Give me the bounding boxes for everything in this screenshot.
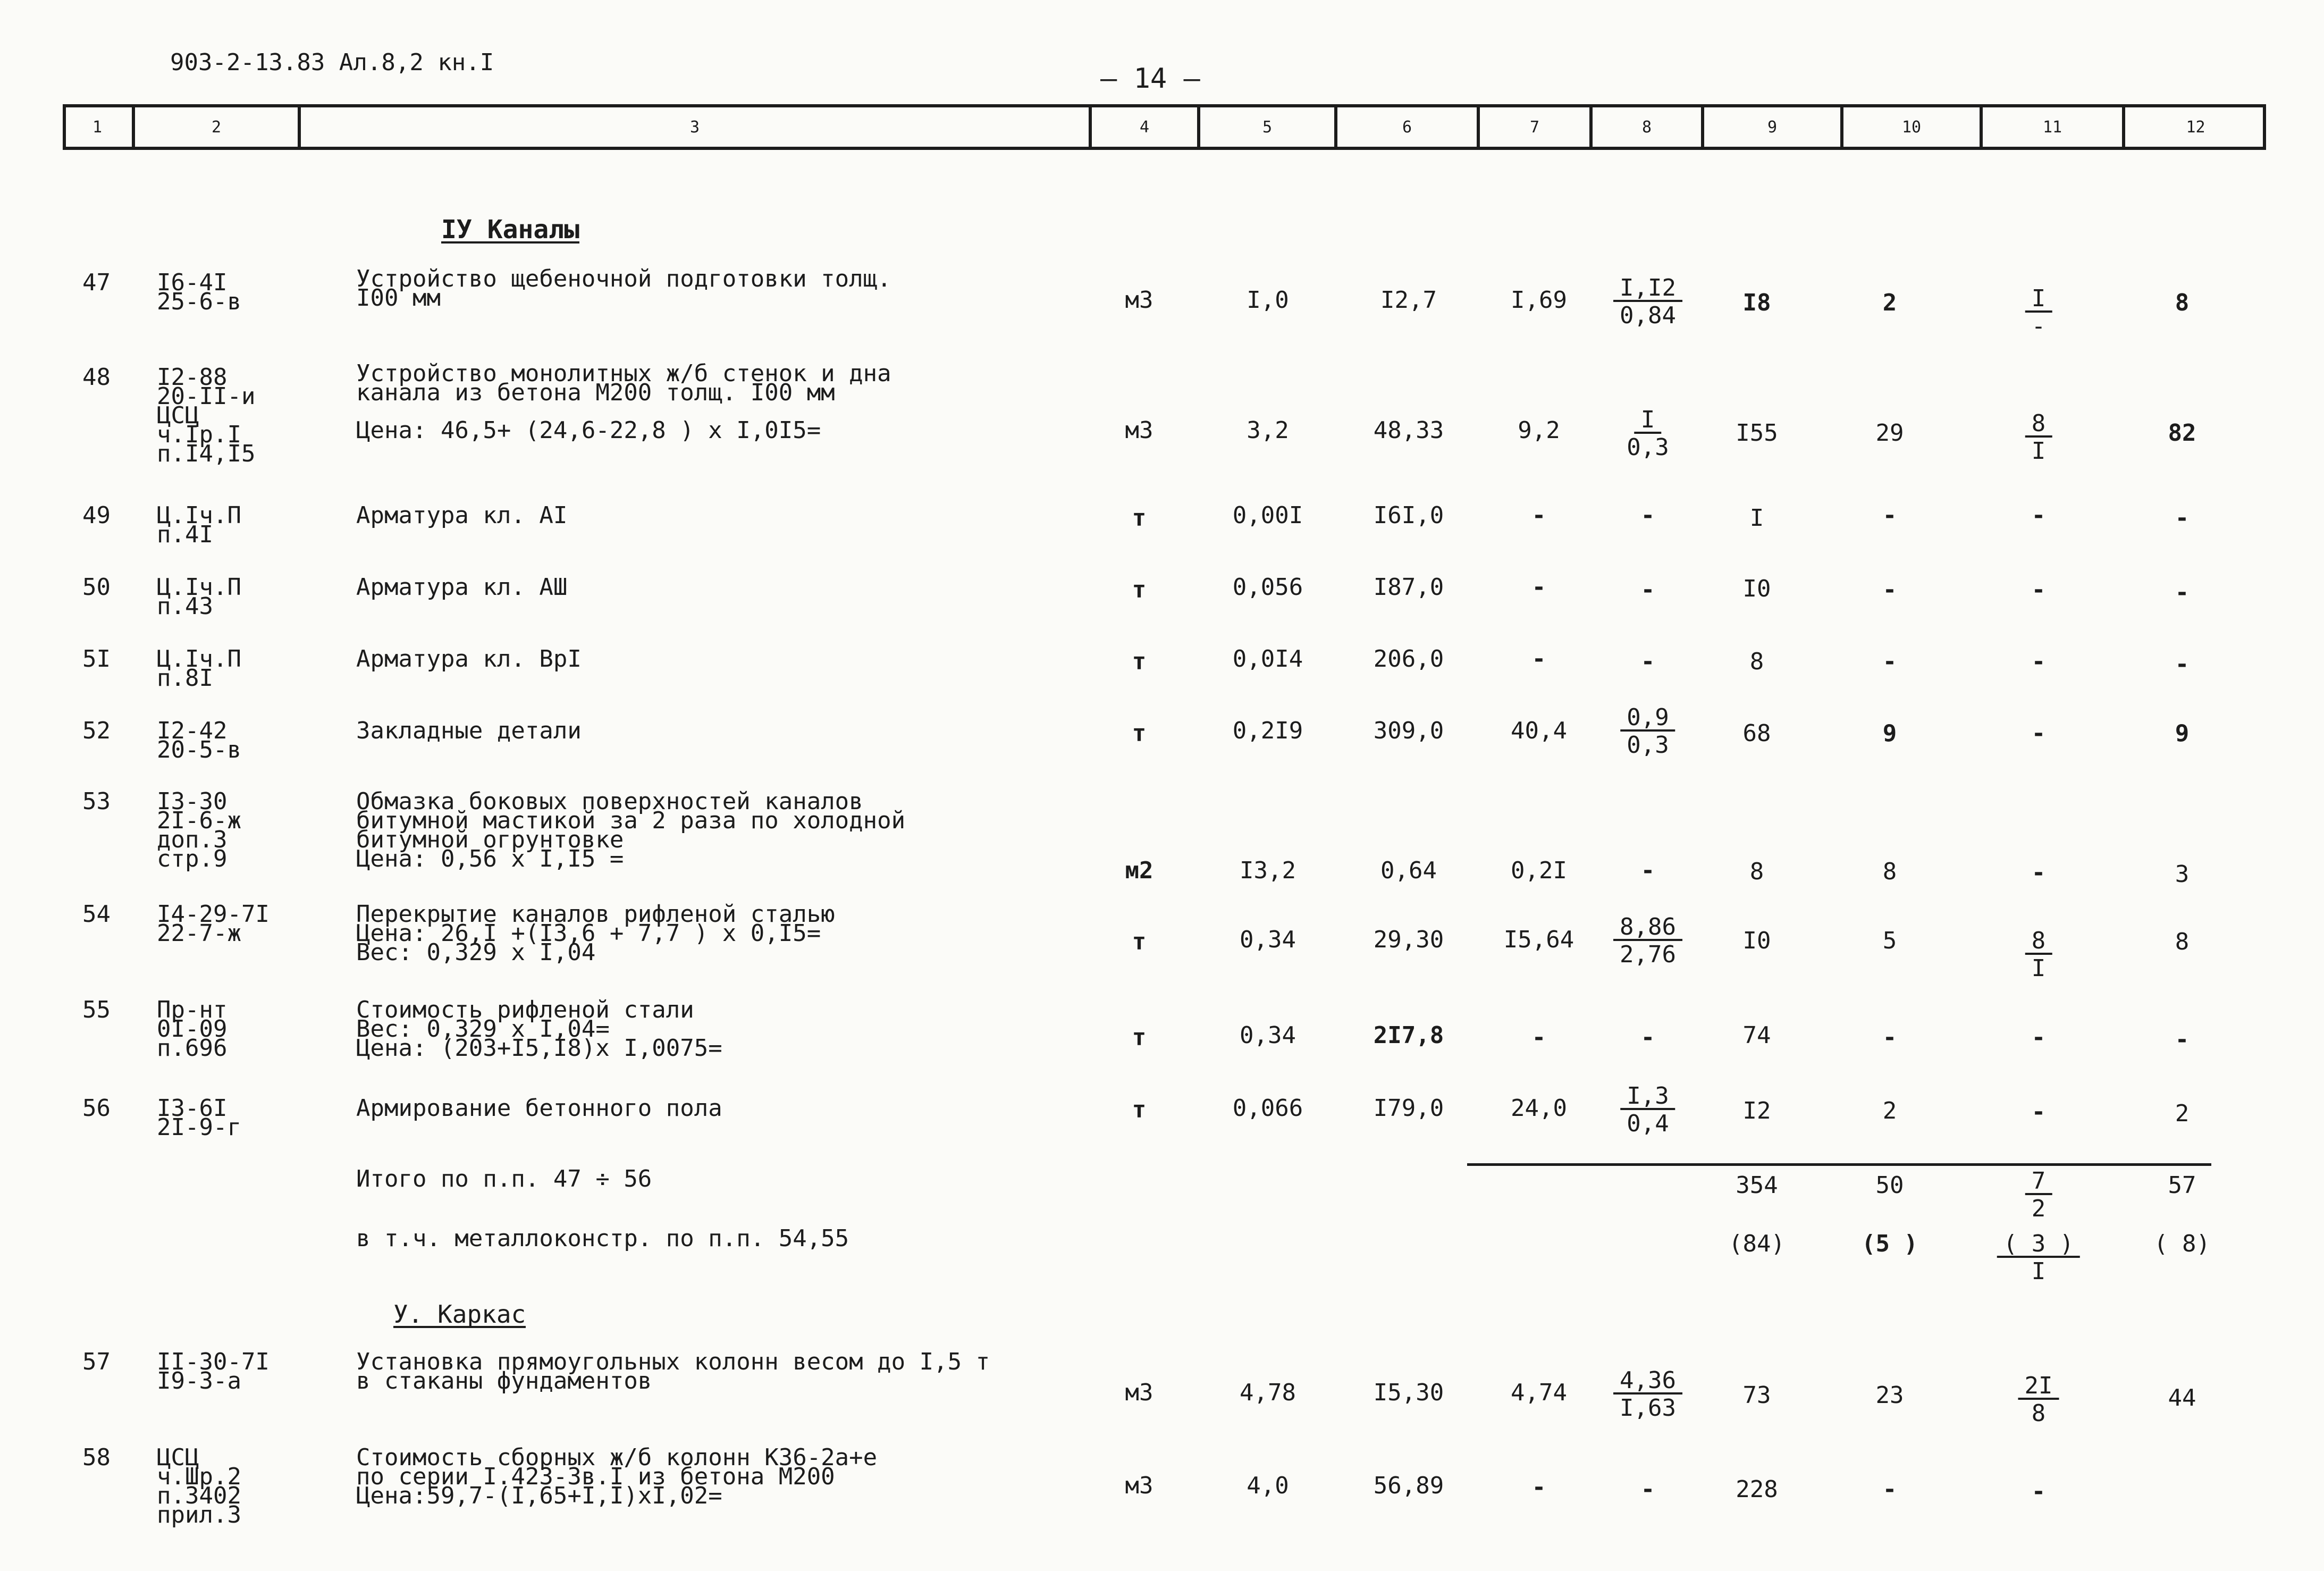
- row-49-col9: I: [1749, 505, 1764, 532]
- row-56-col7: 24,0: [1511, 1095, 1567, 1122]
- row-57-code-2: I9-3-а: [157, 1367, 241, 1394]
- column-header-4: 4: [1092, 107, 1200, 148]
- row-57-col12: 44: [2168, 1384, 2196, 1412]
- row-53-quantity: I3,2: [1240, 857, 1296, 884]
- row-50-code-1: Ц.Iч.П: [157, 574, 241, 601]
- row-57-col11-den: 8: [2031, 1400, 2046, 1427]
- row-58-code-1: ЦСЦ: [157, 1444, 199, 1471]
- row-47-col8-fraction: [1613, 276, 1682, 327]
- column-header-3: 3: [301, 107, 1092, 148]
- row-58-desc-1: Стоимость сборных ж/б колонн К36-2а+е: [356, 1444, 878, 1471]
- row-57-col8-num: 4,36: [1613, 1369, 1682, 1394]
- row-48-code-4: ч.Iр.I: [157, 421, 241, 448]
- document-code: 903-2-13.83 Ал.8,2 кн.I: [170, 49, 494, 76]
- row-51-desc-1: Арматура кл. ВрI: [356, 645, 582, 673]
- total-col9: 354: [1736, 1172, 1778, 1199]
- row-54-col8-den: 2,76: [1620, 941, 1676, 968]
- row-54-col8-num: 8,86: [1613, 915, 1682, 941]
- row-55-code-3: п.696: [157, 1035, 228, 1062]
- row-55-number: 55: [82, 996, 111, 1023]
- row-58-col6: 56,89: [1373, 1472, 1444, 1499]
- row-54-col7: I5,64: [1503, 926, 1574, 953]
- row-58-col11: -: [2031, 1478, 2046, 1505]
- row-53-col8: -: [1640, 857, 1655, 884]
- row-54-col12: 8: [2175, 928, 2190, 955]
- section-heading-frame: У. Каркас: [393, 1300, 526, 1329]
- row-55-quantity: 0,34: [1240, 1022, 1296, 1049]
- row-48-code-5: п.I4,I5: [157, 440, 256, 467]
- row-49-col7: -: [1531, 502, 1546, 529]
- page-number: — 14 —: [1100, 63, 1200, 95]
- row-56-col6: I79,0: [1373, 1095, 1444, 1122]
- row-47-code-1: I6-4I: [157, 269, 228, 296]
- row-54-code-1: I4-29-7I: [157, 901, 270, 928]
- row-47-col12: 8: [2175, 289, 2190, 316]
- row-48-col8-den: 0,3: [1627, 434, 1669, 461]
- row-55-unit: т: [1132, 1024, 1147, 1051]
- row-57-desc-2: в стаканы фундаментов: [356, 1367, 652, 1394]
- row-47-col6: I2,7: [1380, 287, 1437, 314]
- row-55-col9: 74: [1742, 1022, 1771, 1049]
- row-48-col9: I55: [1736, 419, 1778, 447]
- row-53-code-4: стр.9: [157, 845, 228, 872]
- column-header-6: 6: [1337, 107, 1480, 148]
- column-header-5: 5: [1200, 107, 1337, 148]
- row-53-code-1: I3-30: [157, 788, 228, 815]
- column-header-2: 2: [135, 107, 301, 148]
- row-50-col8: -: [1640, 576, 1655, 603]
- row-48-desc-1: Устройство монолитных ж/б стенок и дна: [356, 360, 891, 387]
- column-header-1: 1: [63, 107, 135, 148]
- row-52-col8-den: 0,3: [1627, 732, 1669, 759]
- row-47-col10: 2: [1882, 289, 1897, 316]
- row-51-col8: -: [1640, 648, 1655, 675]
- row-52-unit: т: [1132, 720, 1147, 747]
- row-49-col10: -: [1882, 502, 1897, 529]
- row-53-col11: -: [2031, 859, 2046, 886]
- row-53-unit: м2: [1125, 857, 1153, 884]
- row-49-col8: -: [1640, 502, 1655, 529]
- row-53-col9: 8: [1749, 858, 1764, 885]
- row-57-quantity: 4,78: [1240, 1379, 1296, 1406]
- row-54-col6: 29,30: [1373, 926, 1444, 953]
- subtotal-col10: (5 ): [1862, 1230, 1918, 1257]
- row-50-number: 50: [82, 574, 111, 601]
- column-header-11: 11: [1983, 107, 2125, 148]
- row-56-col10: 2: [1882, 1097, 1897, 1124]
- row-56-desc-1: Армирование бетонного пола: [356, 1095, 722, 1122]
- row-50-col11: -: [2031, 576, 2046, 603]
- row-47-number: 47: [82, 269, 111, 296]
- row-47-col11-fraction: [2025, 287, 2052, 338]
- row-51-col9: 8: [1749, 648, 1764, 675]
- row-56-unit: т: [1132, 1096, 1147, 1123]
- row-53-col10: 8: [1882, 858, 1897, 885]
- row-47-col11-den: -: [2031, 313, 2046, 340]
- row-57-code-1: II-30-7I: [157, 1348, 270, 1375]
- column-header-7: 7: [1480, 107, 1593, 148]
- row-47-col11-num: I: [2025, 287, 2052, 313]
- row-51-col7: -: [1531, 645, 1546, 673]
- row-48-col12: 82: [2168, 419, 2196, 447]
- row-58-quantity: 4,0: [1247, 1472, 1289, 1499]
- subtotal-col11-fraction: [1997, 1232, 2080, 1283]
- row-58-desc-3: Цена:59,7-(I,65+I,I)хI,02=: [356, 1482, 722, 1509]
- row-48-code-1: I2-88: [157, 364, 228, 391]
- row-56-code-1: I3-6I: [157, 1095, 228, 1122]
- row-54-col11-den: I: [2031, 955, 2046, 982]
- row-50-col9: I0: [1742, 575, 1771, 602]
- subtotal-col11-num: ( 3 ): [1997, 1232, 2080, 1258]
- row-58-code-3: п.3402: [157, 1482, 241, 1509]
- row-51-code-2: п.8I: [157, 665, 213, 692]
- row-53-col12: 3: [2175, 861, 2190, 888]
- row-48-col10: 29: [1875, 419, 1904, 447]
- row-56-quantity: 0,066: [1232, 1095, 1303, 1122]
- row-54-col11-fraction: [2025, 929, 2052, 980]
- row-50-col10: -: [1882, 576, 1897, 603]
- subtotal-col9: (84): [1729, 1230, 1785, 1257]
- row-55-col12: -: [2175, 1026, 2190, 1053]
- row-56-code-2: 2I-9-г: [157, 1114, 241, 1141]
- row-51-col10: -: [1882, 648, 1897, 675]
- row-52-col11: -: [2031, 720, 2046, 747]
- row-47-col7: I,69: [1511, 287, 1567, 314]
- row-48-col8-fraction: [1627, 408, 1669, 459]
- column-header-8: 8: [1593, 107, 1704, 148]
- row-58-col9: 228: [1736, 1476, 1778, 1503]
- row-55-col11: -: [2031, 1024, 2046, 1051]
- column-header-9: 9: [1704, 107, 1843, 148]
- total-label: Итого по п.п. 47 ÷ 56: [356, 1165, 652, 1192]
- row-57-col6: I5,30: [1373, 1379, 1444, 1406]
- row-54-desc-2: Цена: 26,I +(I3,6 + 7,7 ) х 0,I5=: [356, 920, 821, 947]
- row-49-col6: I6I,0: [1373, 502, 1444, 529]
- row-50-unit: т: [1132, 576, 1147, 603]
- row-49-number: 49: [82, 502, 111, 529]
- row-56-col8-den: 0,4: [1627, 1110, 1669, 1137]
- row-57-number: 57: [82, 1348, 111, 1375]
- row-48-col11-den: I: [2031, 438, 2046, 465]
- row-51-unit: т: [1132, 648, 1147, 675]
- row-50-col7: -: [1531, 574, 1546, 601]
- row-52-col8-num: 0,9: [1620, 706, 1675, 732]
- row-48-quantity: 3,2: [1247, 417, 1289, 444]
- row-51-col11: -: [2031, 648, 2046, 675]
- row-57-col11-num: 2I: [2018, 1374, 2059, 1400]
- row-52-col12: 9: [2175, 720, 2190, 747]
- column-header-10: 10: [1843, 107, 1983, 148]
- row-47-desc-1: Устройство щебеночной подготовки толщ.: [356, 265, 891, 292]
- row-53-col7: 0,2I: [1511, 857, 1567, 884]
- row-57-col11-fraction: [2018, 1374, 2059, 1425]
- row-51-number: 5I: [82, 645, 111, 673]
- subtotal-col12: ( 8): [2154, 1230, 2210, 1257]
- row-48-desc-3: Цена: 46,5+ (24,6-22,8 ) х I,0I5=: [356, 417, 821, 444]
- row-48-col7: 9,2: [1518, 417, 1560, 444]
- row-47-quantity: I,0: [1247, 287, 1289, 314]
- row-47-col8-den: 0,84: [1620, 302, 1676, 329]
- subtotal-label: в т.ч. металлоконстр. по п.п. 54,55: [356, 1225, 849, 1252]
- row-49-code-1: Ц.Iч.П: [157, 502, 241, 529]
- row-53-desc-1: Обмазка боковых поверхностей каналов: [356, 788, 863, 815]
- row-55-col10: -: [1882, 1024, 1897, 1051]
- row-55-code-1: Пр-нт: [157, 996, 228, 1023]
- row-52-quantity: 0,2I9: [1232, 717, 1303, 744]
- row-47-unit: м3: [1125, 287, 1153, 314]
- row-58-col8: -: [1640, 1476, 1655, 1503]
- row-52-col10: 9: [1882, 720, 1897, 747]
- row-52-number: 52: [82, 717, 111, 744]
- row-50-col6: I87,0: [1373, 574, 1444, 601]
- row-52-desc-1: Закладные детали: [356, 717, 582, 744]
- row-52-code-1: I2-42: [157, 717, 228, 744]
- row-53-number: 53: [82, 788, 111, 815]
- row-55-col6: 2I7,8: [1373, 1022, 1444, 1049]
- row-52-col8-fraction: [1620, 706, 1675, 757]
- row-57-col9: 73: [1742, 1382, 1771, 1409]
- row-52-col9: 68: [1742, 720, 1771, 747]
- row-57-desc-1: Установка прямоугольных колонн весом до I,5 т: [356, 1348, 990, 1375]
- row-56-number: 56: [82, 1095, 111, 1122]
- subtotal-col11-den: I: [2031, 1258, 2046, 1285]
- row-58-code-2: ч.Шр.2: [157, 1463, 241, 1490]
- row-48-code-2: 20-II-и: [157, 383, 256, 410]
- row-54-col10: 5: [1882, 927, 1897, 954]
- row-53-code-2: 2I-6-ж: [157, 807, 241, 834]
- row-47-code-2: 25-6-в: [157, 288, 241, 315]
- row-58-code-4: прил.3: [157, 1501, 241, 1528]
- row-57-col8-den: I,63: [1620, 1394, 1676, 1422]
- row-49-code-2: п.4I: [157, 521, 213, 548]
- row-54-col8-fraction: [1613, 915, 1682, 967]
- row-52-code-2: 20-5-в: [157, 736, 241, 763]
- row-58-col7: -: [1531, 1474, 1546, 1501]
- column-header-12: 12: [2186, 118, 2205, 137]
- row-58-number: 58: [82, 1444, 111, 1471]
- row-49-quantity: 0,00I: [1232, 502, 1303, 529]
- row-48-col11-num: 8: [2025, 412, 2052, 438]
- row-54-quantity: 0,34: [1240, 926, 1296, 953]
- row-53-desc-2: битумной мастикой за 2 раза по холодной: [356, 807, 906, 834]
- row-55-desc-1: Стоимость рифленой стали: [356, 996, 694, 1023]
- row-54-col9: I0: [1742, 927, 1771, 954]
- section-heading-channels: IУ Каналы: [441, 215, 580, 245]
- row-54-code-2: 22-7-ж: [157, 920, 241, 947]
- row-50-quantity: 0,056: [1232, 574, 1303, 601]
- row-48-col11-fraction: [2025, 412, 2052, 463]
- row-55-desc-3: Цена: (203+I5,I8)х I,0075=: [356, 1035, 722, 1062]
- row-51-col6: 206,0: [1373, 645, 1444, 673]
- row-48-unit: м3: [1125, 417, 1153, 444]
- totals-rule: [1467, 1163, 2211, 1166]
- total-col12: 57: [2168, 1172, 2196, 1199]
- row-47-col8-num: I,I2: [1613, 276, 1682, 302]
- row-56-col8-fraction: [1620, 1082, 1675, 1137]
- total-col11-fraction: [2025, 1167, 2052, 1222]
- row-54-desc-3: Вес: 0,329 х I,04: [356, 939, 596, 966]
- row-49-col12: -: [2175, 505, 2190, 532]
- row-50-desc-1: Арматура кл. АШ: [356, 574, 568, 601]
- row-49-col11: -: [2031, 502, 2046, 529]
- row-51-col12: -: [2175, 651, 2190, 678]
- row-55-col8: -: [1640, 1024, 1655, 1051]
- row-57-col10: 23: [1875, 1382, 1904, 1409]
- row-48-code-3: ЦСЦ: [157, 402, 199, 429]
- row-57-unit: м3: [1125, 1379, 1153, 1406]
- row-53-desc-4: Цена: 0,56 х I,I5 =: [356, 845, 624, 872]
- row-48-number: 48: [82, 364, 111, 391]
- row-53-col6: 0,64: [1380, 857, 1437, 884]
- row-56-col12: 2: [2175, 1100, 2190, 1127]
- row-50-code-2: п.43: [157, 593, 213, 620]
- row-54-number: 54: [82, 901, 111, 928]
- row-54-unit: т: [1132, 928, 1147, 955]
- row-57-col7: 4,74: [1511, 1379, 1567, 1406]
- row-58-col10: -: [1882, 1476, 1897, 1503]
- row-51-quantity: 0,0I4: [1232, 645, 1303, 673]
- row-55-desc-2: Вес: 0,329 х I,04=: [356, 1015, 610, 1043]
- row-49-desc-1: Арматура кл. АI: [356, 502, 568, 529]
- row-53-code-3: доп.3: [157, 826, 228, 853]
- row-55-code-2: 0I-09: [157, 1015, 228, 1043]
- row-55-col7: -: [1531, 1024, 1546, 1051]
- row-47-col9: I8: [1742, 289, 1771, 316]
- row-48-col8-num: I: [1635, 408, 1662, 434]
- row-52-col7: 40,4: [1511, 717, 1567, 744]
- row-56-col11: -: [2031, 1098, 2046, 1125]
- total-col11-den: 2: [2031, 1195, 2046, 1222]
- row-52-col6: 309,0: [1373, 717, 1444, 744]
- row-47-desc-2: I00 мм: [356, 284, 441, 312]
- row-53-desc-3: битумной огрунтовке: [356, 826, 624, 853]
- row-56-col8-num: I,3: [1620, 1085, 1675, 1110]
- row-49-unit: т: [1132, 505, 1147, 532]
- row-57-col8-fraction: [1613, 1369, 1682, 1420]
- row-48-desc-2: канала из бетона М200 толщ. I00 мм: [356, 379, 835, 406]
- row-58-unit: м3: [1125, 1472, 1153, 1499]
- total-col10: 50: [1875, 1172, 1904, 1199]
- row-54-col11-num: 8: [2025, 929, 2052, 955]
- total-col11-num: 7: [2025, 1170, 2052, 1195]
- row-56-col9: I2: [1742, 1097, 1771, 1124]
- row-51-code-1: Ц.Iч.П: [157, 645, 241, 673]
- row-58-desc-2: по серии I.423-3в.I из бетона М200: [356, 1463, 835, 1490]
- row-48-col6: 48,33: [1373, 417, 1444, 444]
- row-54-desc-1: Перекрытие каналов рифленой сталью: [356, 901, 835, 928]
- row-50-col12: -: [2175, 579, 2190, 606]
